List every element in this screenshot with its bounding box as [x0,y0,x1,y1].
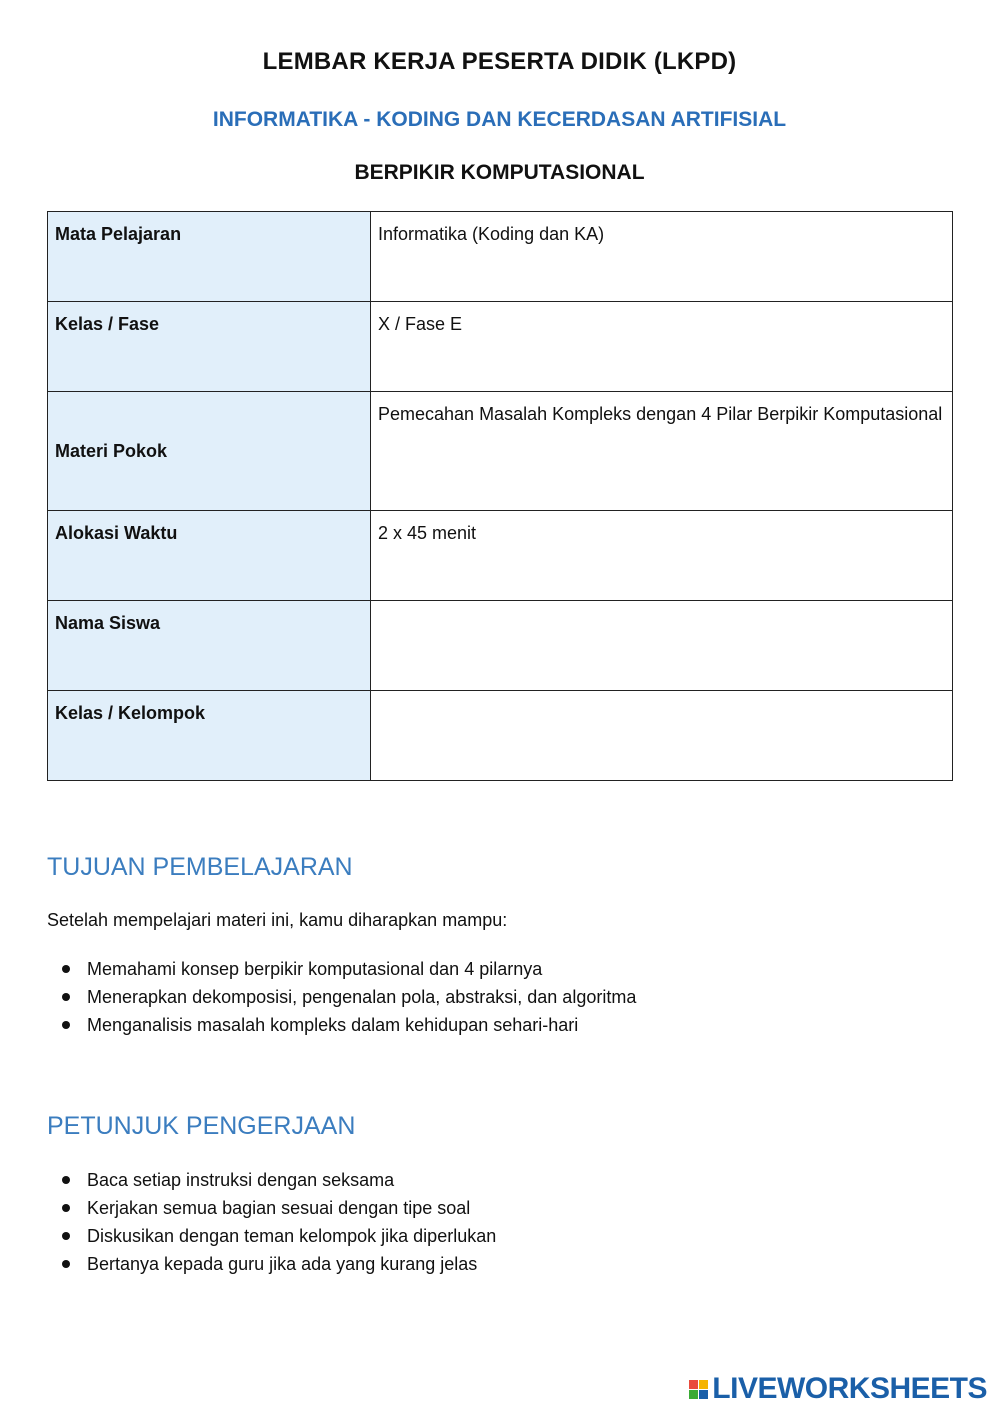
list-item [47,1250,496,1278]
table-row [48,601,953,691]
page-subtitle: INFORMATIKA - KODING DAN KECERDASAN ARTIFISIAL [212,108,787,131]
row-label: Nama Siswa [48,601,371,691]
tujuan-intro: Setelah mempelajari materi ini, kamu diharapkan mampu: [47,910,508,930]
bullet-icon [62,1021,70,1029]
list-item [47,1194,496,1222]
list-item-text: Kerjakan semua bagian sesuai dengan tipe soal [87,1198,471,1218]
row-label: Materi Pokok [48,392,371,511]
list-item-text: Memahami konsep berpikir komputasional dan 4 pilarnya [87,959,543,979]
topic-heading: BERPIKIR KOMPUTASIONAL [354,161,645,184]
list-item-text: Diskusikan dengan teman kelompok jika diperlukan [87,1226,497,1246]
row-label: Kelas / Kelompok [48,691,371,781]
list-item [47,1222,496,1250]
list-item [47,1166,496,1194]
logo-text: LIVEWORKSHEETS [712,1372,987,1405]
logo-mark-icon [689,1380,708,1399]
petunjuk-heading: PETUNJUK PENGERJAAN [47,1112,356,1140]
bullet-icon [62,965,70,973]
page-title: LEMBAR KERJA PESERTA DIDIK (LKPD) [262,48,737,75]
table-row [48,302,953,392]
list-item [47,983,636,1011]
tujuan-heading: TUJUAN PEMBELAJARAN [47,853,353,881]
bullet-icon [62,1260,70,1268]
petunjuk-list [47,1166,496,1278]
row-value: 2 x 45 menit [371,511,953,601]
table-row [48,212,953,302]
row-label: Alokasi Waktu [48,511,371,601]
student-name-field[interactable] [371,601,953,691]
list-item [47,955,636,983]
list-item-text: Menerapkan dekomposisi, pengenalan pola, abstraksi, dan algoritma [87,987,637,1007]
table-row [48,691,953,781]
row-value: Informatika (Koding dan KA) [371,212,953,302]
bullet-icon [62,1204,70,1212]
identity-table [47,211,953,781]
table-row [48,392,953,511]
row-label: Mata Pelajaran [48,212,371,302]
list-item-text: Baca setiap instruksi dengan seksama [87,1170,395,1190]
list-item-text: Menganalisis masalah kompleks dalam kehidupan sehari-hari [87,1015,579,1035]
row-value: Pemecahan Masalah Kompleks dengan 4 Pilar Berpikir Komputasional [371,392,953,511]
bullet-icon [62,1176,70,1184]
list-item-text: Bertanya kepada guru jika ada yang kurang jelas [87,1254,478,1274]
tujuan-list [47,955,636,1039]
table-row [48,511,953,601]
row-value: X / Fase E [371,302,953,392]
bullet-icon [62,1232,70,1240]
row-label: Kelas / Fase [48,302,371,392]
class-group-field[interactable] [371,691,953,781]
liveworksheets-logo[interactable] [689,1372,987,1406]
list-item [47,1011,636,1039]
bullet-icon [62,993,70,1001]
